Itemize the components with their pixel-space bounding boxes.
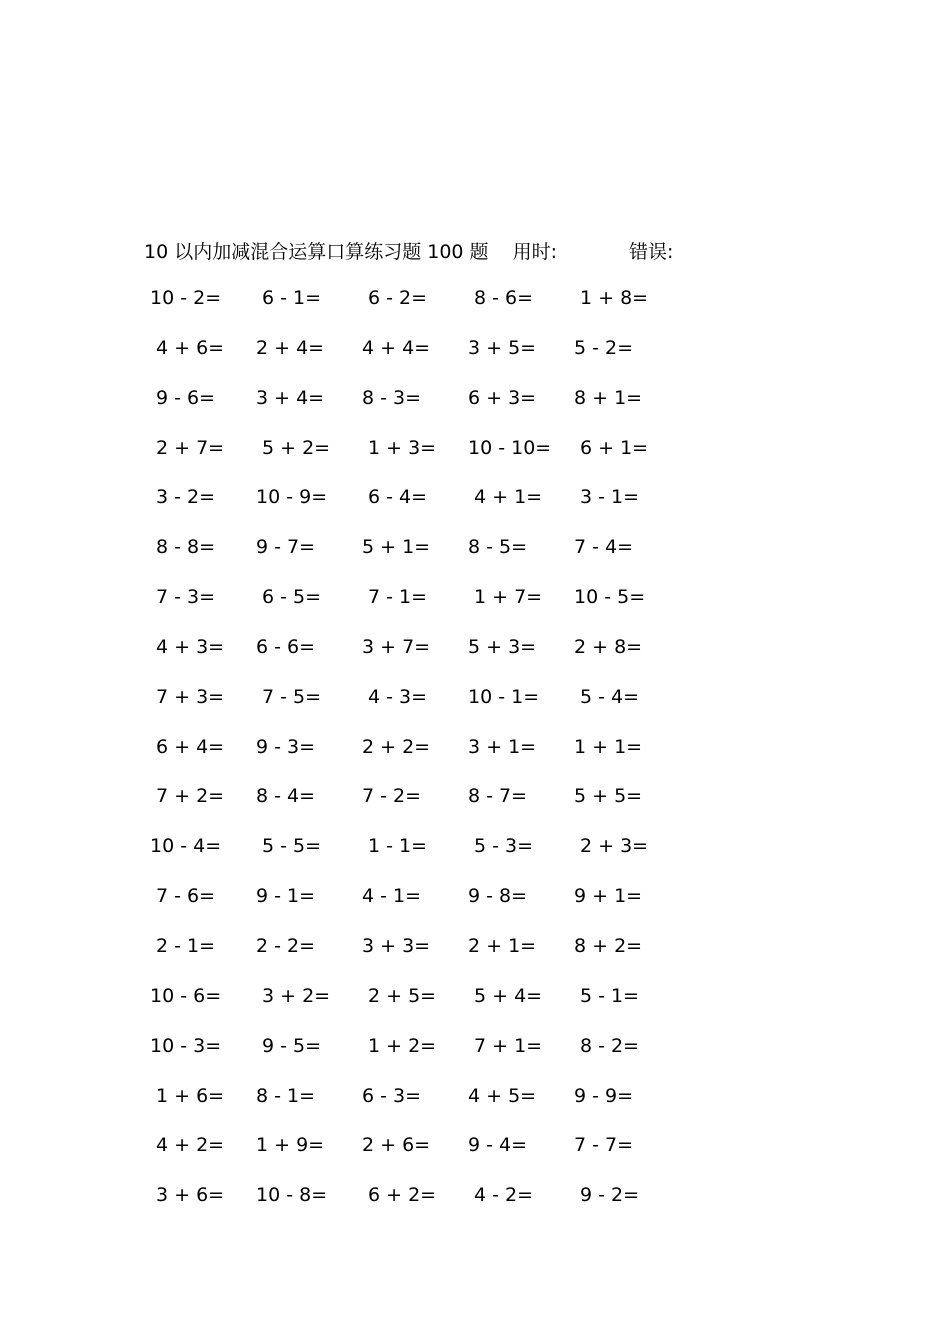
- problem-cell: 2 + 6=: [362, 1134, 431, 1157]
- problem-cell: 8 - 1=: [256, 1084, 316, 1107]
- problem-cell: 8 - 6=: [474, 287, 534, 309]
- problem-cell: 5 - 1=: [580, 984, 640, 1007]
- problem-cell: 8 + 1=: [574, 386, 643, 409]
- problem-cell: 5 + 4=: [474, 984, 543, 1007]
- problem-row: [0, 781, 950, 831]
- problem-cell: 1 + 1=: [574, 735, 643, 758]
- problem-cell: 9 - 9=: [574, 1084, 634, 1107]
- problem-cell: 3 - 2=: [156, 486, 216, 509]
- problem-cell: 6 + 1=: [580, 436, 649, 459]
- problem-cell: 2 + 4=: [256, 336, 325, 359]
- problem-cell: 10 - 4=: [150, 835, 222, 858]
- problem-cell: 8 - 5=: [468, 536, 528, 559]
- problem-cell: 2 + 7=: [156, 436, 225, 459]
- problem-cell: 2 + 3=: [580, 835, 649, 858]
- problem-cell: 3 - 1=: [580, 486, 640, 509]
- problem-cell: 5 - 2=: [574, 336, 634, 359]
- problem-cell: 6 - 5=: [262, 586, 322, 609]
- problem-cell: 4 + 5=: [468, 1084, 537, 1107]
- worksheet-header: [144, 236, 673, 264]
- problem-row: [0, 682, 950, 732]
- problem-cell: 9 - 6=: [156, 386, 216, 409]
- problem-cell: 8 + 2=: [574, 934, 643, 957]
- problem-row: [0, 1031, 950, 1081]
- problem-row: [0, 283, 950, 333]
- problem-cell: 7 - 7=: [574, 1134, 634, 1157]
- problem-cell: 4 - 3=: [368, 685, 428, 708]
- problem-cell: 5 + 1=: [362, 536, 431, 559]
- problem-cell: 7 + 3=: [156, 685, 225, 708]
- problem-cell: 3 + 5=: [468, 336, 537, 359]
- problem-row: [0, 632, 950, 682]
- problem-cell: 10 - 9=: [256, 486, 328, 509]
- problem-row: [0, 1130, 950, 1180]
- problem-cell: 6 - 1=: [262, 287, 322, 309]
- problem-row: [0, 1180, 950, 1230]
- problem-cell: 3 + 1=: [468, 735, 537, 758]
- problem-cell: 5 - 3=: [474, 835, 534, 858]
- problem-cell: 6 - 4=: [368, 486, 428, 509]
- problem-cell: 10 - 2=: [150, 287, 222, 309]
- problem-cell: 2 - 1=: [156, 934, 216, 957]
- problem-cell: 3 + 2=: [262, 984, 331, 1007]
- problem-cell: 3 + 4=: [256, 386, 325, 409]
- problem-row: [0, 532, 950, 582]
- problem-cell: 2 + 1=: [468, 934, 537, 957]
- problem-cell: 4 - 2=: [474, 1184, 534, 1207]
- problem-cell: 2 + 8=: [574, 635, 643, 658]
- problem-cell: 4 + 1=: [474, 486, 543, 509]
- problem-cell: 8 - 3=: [362, 386, 422, 409]
- problem-cell: 7 + 2=: [156, 785, 225, 808]
- problem-grid: [0, 283, 950, 1230]
- problem-cell: 5 - 4=: [580, 685, 640, 708]
- problem-cell: 9 - 2=: [580, 1184, 640, 1207]
- problem-cell: 8 - 8=: [156, 536, 216, 559]
- problem-cell: 4 + 2=: [156, 1134, 225, 1157]
- problem-cell: 1 + 3=: [368, 436, 437, 459]
- problem-row: [0, 1081, 950, 1131]
- problem-cell: 10 - 6=: [150, 984, 222, 1007]
- problem-cell: 9 - 1=: [256, 885, 316, 908]
- problem-cell: 9 - 5=: [262, 1034, 322, 1057]
- problem-cell: 7 - 1=: [368, 586, 428, 609]
- problem-cell: 7 - 6=: [156, 885, 216, 908]
- problem-cell: 9 - 3=: [256, 735, 316, 758]
- problem-row: [0, 383, 950, 433]
- problem-cell: 3 + 6=: [156, 1184, 225, 1207]
- problem-cell: 1 + 7=: [474, 586, 543, 609]
- problem-row: [0, 732, 950, 782]
- time-used-label: 用时:: [512, 240, 557, 263]
- problem-cell: 1 + 8=: [580, 287, 649, 309]
- problem-row: [0, 482, 950, 532]
- problem-cell: 10 - 5=: [574, 586, 646, 609]
- problem-cell: 2 + 5=: [368, 984, 437, 1007]
- problem-cell: 6 - 6=: [256, 635, 316, 658]
- problem-cell: 4 + 6=: [156, 336, 225, 359]
- problem-cell: 4 - 1=: [362, 885, 422, 908]
- problem-row: [0, 831, 950, 881]
- problem-cell: 5 + 3=: [468, 635, 537, 658]
- worksheet-title: 10 以内加减混合运算口算练习题 100 题: [144, 240, 489, 263]
- problem-cell: 7 - 2=: [362, 785, 422, 808]
- problem-cell: 8 - 7=: [468, 785, 528, 808]
- problem-cell: 10 - 8=: [256, 1184, 328, 1207]
- problem-cell: 6 - 3=: [362, 1084, 422, 1107]
- problem-cell: 10 - 3=: [150, 1034, 222, 1057]
- problem-cell: 9 - 7=: [256, 536, 316, 559]
- problem-cell: 6 - 2=: [368, 287, 428, 309]
- problem-cell: 8 - 2=: [580, 1034, 640, 1057]
- problem-cell: 9 - 8=: [468, 885, 528, 908]
- problem-cell: 7 - 5=: [262, 685, 322, 708]
- problem-cell: 3 + 7=: [362, 635, 431, 658]
- problem-cell: 6 + 3=: [468, 386, 537, 409]
- problem-cell: 7 + 1=: [474, 1034, 543, 1057]
- problem-cell: 1 + 6=: [156, 1084, 225, 1107]
- problem-cell: 1 + 9=: [256, 1134, 325, 1157]
- problem-cell: 10 - 10=: [468, 436, 552, 459]
- problem-cell: 9 - 4=: [468, 1134, 528, 1157]
- problem-row: [0, 931, 950, 981]
- problem-cell: 6 + 2=: [368, 1184, 437, 1207]
- problem-row: [0, 333, 950, 383]
- problem-cell: 4 + 3=: [156, 635, 225, 658]
- problem-cell: 7 - 4=: [574, 536, 634, 559]
- error-count-label: 错误:: [628, 240, 674, 263]
- problem-cell: 9 + 1=: [574, 885, 643, 908]
- problem-row: [0, 433, 950, 483]
- problem-cell: 2 + 2=: [362, 735, 431, 758]
- problem-cell: 4 + 4=: [362, 336, 431, 359]
- problem-cell: 1 - 1=: [368, 835, 428, 858]
- problem-cell: 5 + 2=: [262, 436, 331, 459]
- problem-cell: 8 - 4=: [256, 785, 316, 808]
- problem-row: [0, 981, 950, 1031]
- problem-row: [0, 881, 950, 931]
- problem-cell: 2 - 2=: [256, 934, 316, 957]
- problem-row: [0, 582, 950, 632]
- problem-cell: 5 + 5=: [574, 785, 643, 808]
- problem-cell: 5 - 5=: [262, 835, 322, 858]
- problem-cell: 10 - 1=: [468, 685, 540, 708]
- problem-cell: 3 + 3=: [362, 934, 431, 957]
- problem-cell: 7 - 3=: [156, 586, 216, 609]
- problem-cell: 1 + 2=: [368, 1034, 437, 1057]
- problem-cell: 6 + 4=: [156, 735, 225, 758]
